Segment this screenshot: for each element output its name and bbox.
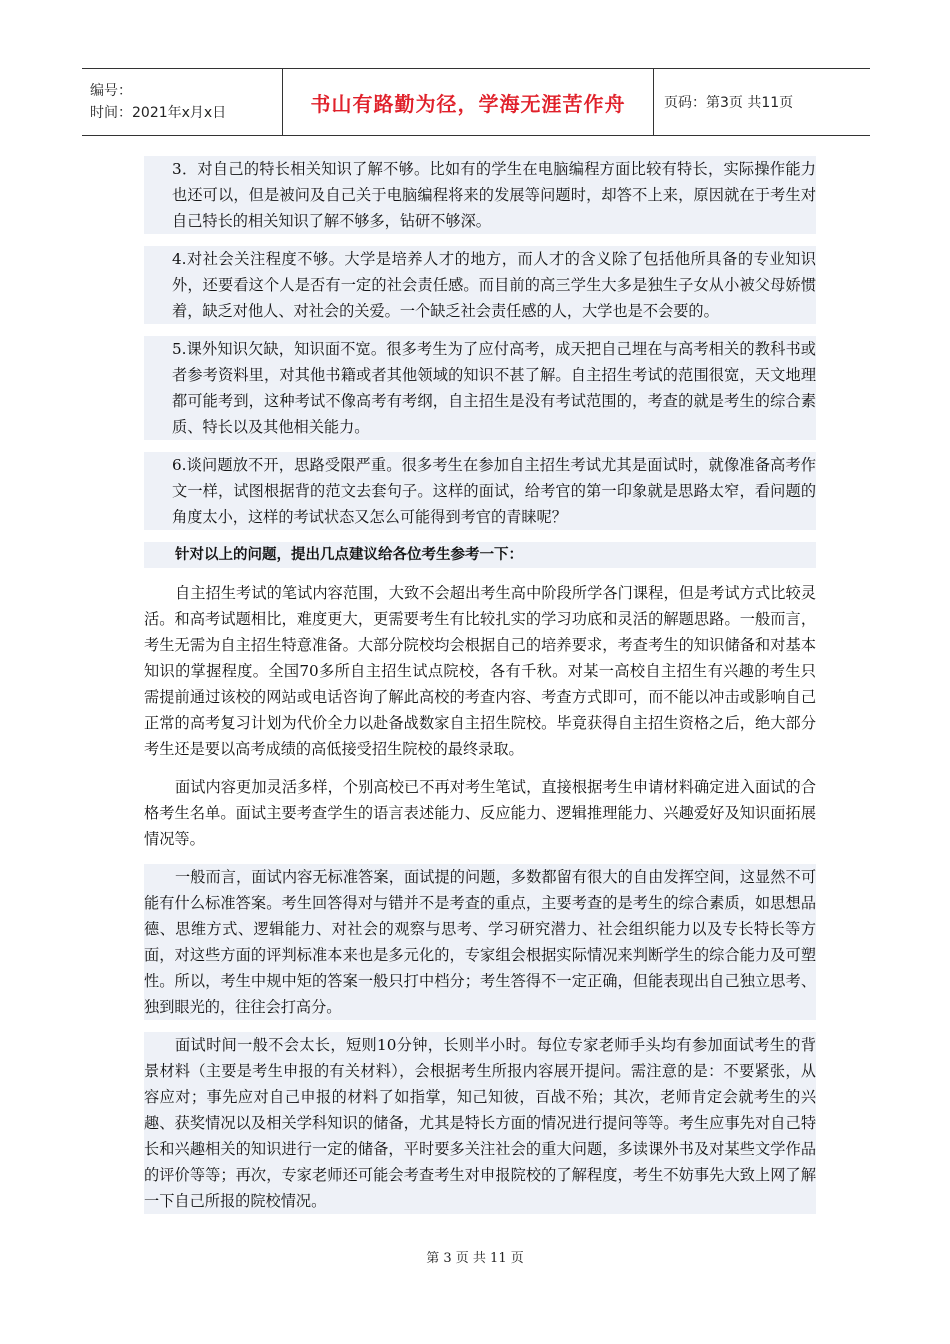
header-motto: 书山有路勤为径，学海无涯苦作舟	[310, 91, 626, 116]
document-body	[144, 156, 816, 1226]
paragraph-point-6: 6.谈问题放不开，思路受限严重。很多考生在参加自主招生考试尤其是面试时，就像准备高考作文一样，试图根据背的范文去套句子。这样的面试，给考官的第一印象就是思路太窄，看问题的角度太小，这样的考试状态又怎么可能得到考官的青睐呢？	[144, 452, 816, 530]
header-page-info: 页码：第3页 共11页	[664, 95, 794, 111]
page-footer: 第 3 页 共 11 页	[426, 1251, 524, 1266]
document-number-label: 编号：	[90, 83, 132, 99]
document-date: 时间：2021年x月x日	[90, 105, 227, 121]
paragraph-written-exam: 自主招生考试的笔试内容范围，大致不会超出考生高中阶段所学各门课程，但是考试方式比较灵活。和高考试题相比，难度更大，更需要考生有比较扎实的学习功底和灵活的解题思路。一般而言，考生无需为自主招生特意准备。大部分院校均会根据自己的培养要求，考查考生的知识储备和对基本知识的掌握程度。全国70多所自主招生试点院校，各有千秋。对某一高校自主招生有兴趣的考生只需提前通过该校的网站或电话咨询了解此高校的考查内容、考查方式即可，而不能以冲击或影响自己正常的高考复习计划为代价全力以赴备战数家自主招生院校。毕竟获得自主招生资格之后，绝大部分考生还是要以高考成绩的高低接受招生院校的最终录取。	[144, 584, 816, 758]
paragraph-point-4: 4.对社会关注程度不够。大学是培养人才的地方，而人才的含义除了包括他所具备的专业知识外，还要看这个人是否有一定的社会责任感。而目前的高三学生大多是独生子女从小被父母娇惯着，缺乏对他人、对社会的关爱。一个缺乏社会责任感的人，大学也是不会要的。	[144, 246, 816, 324]
header-motto-cell	[282, 69, 654, 135]
section-heading-suggestions: 针对以上的问题，提出几点建议给各位考生参考一下：	[144, 542, 816, 568]
paragraph-interview-time: 面试时间一般不会太长，短则10分钟，长则半小时。每位专家老师手头均有参加面试考生的背景材料（主要是考生申报的有关材料），会根据考生所报内容展开提问。需注意的是：不要紧张，从容应对；事先应对自己申报的材料了如指掌，知己知彼，百战不殆；其次，老师肯定会就考生的兴趣、获奖情况以及相关学科知识的储备，尤其是特长方面的情况进行提问等等。考生应事先对自己特长和兴趣相关的知识进行一定的储备，平时要多关注社会的重大问题，多读课外书及对某些文学作品的评价等等；再次，专家老师还可能会考查考生对申报院校的了解程度，考生不妨事先大致上网了解一下自己所报的院校情况。	[144, 1032, 816, 1214]
paragraph-point-3: 3．对自己的特长相关知识了解不够。比如有的学生在电脑编程方面比较有特长，实际操作能力也还可以，但是被问及自己关于电脑编程将来的发展等问题时，却答不上来，原因就在于考生对自己特长的相关知识了解不够多，钻研不够深。	[144, 156, 816, 234]
paragraph-no-standard-answer: 一般而言，面试内容无标准答案，面试提的问题，多数都留有很大的自由发挥空间，这显然不可能有什么标准答案。考生回答得对与错并不是考查的重点，主要考查的是考生的综合素质，如思想品德、思维方式、逻辑能力、对社会的观察与思考、学习研究潜力、社会组织能力以及专长特长等方面，对这些方面的评判标准本来也是多元化的，专家组会根据实际情况来判断学生的综合能力及可塑性。所以，考生中规中矩的答案一般只打中档分；考生答得不一定正确，但能表现出自己独立思考、独到眼光的，往往会打高分。	[144, 864, 816, 1020]
header-page-info-cell	[654, 69, 870, 135]
paragraph-point-5: 5.课外知识欠缺，知识面不宽。很多考生为了应付高考，成天把自己埋在与高考相关的教科书或者参考资料里，对其他书籍或者其他领域的知识不甚了解。自主招生考试的范围很宽，天文地理都可能考到，这种考试不像高考有考纲，自主招生是没有考试范围的，考查的就是考生的综合素质、特长以及其他相关能力。	[144, 336, 816, 440]
paragraph-interview-content: 面试内容更加灵活多样，个别高校已不再对考生笔试，直接根据考生申请材料确定进入面试的合格考生名单。面试主要考查学生的语言表述能力、反应能力、逻辑推理能力、兴趣爱好及知识面拓展情况等。	[144, 778, 816, 848]
header-meta	[82, 69, 282, 135]
page-header	[82, 68, 870, 136]
